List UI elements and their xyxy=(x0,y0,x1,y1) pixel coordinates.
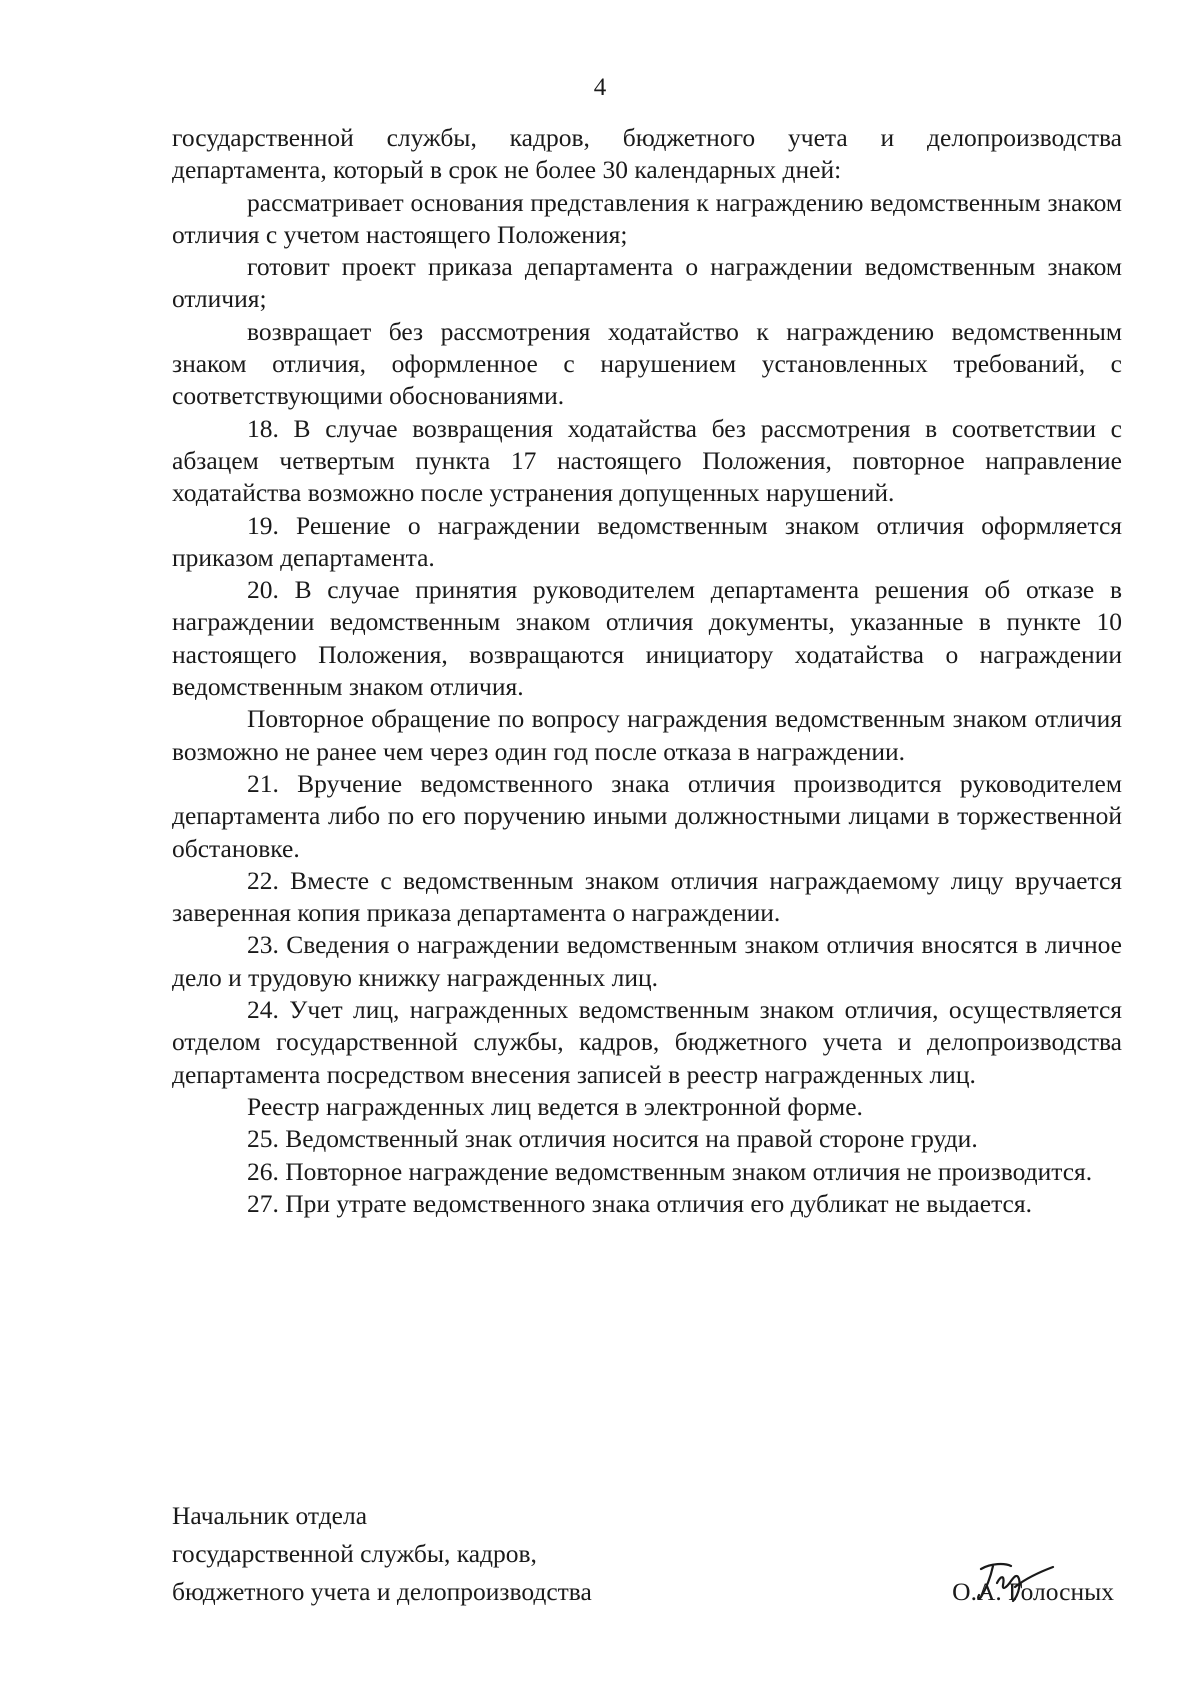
signature-block xyxy=(172,1497,1122,1611)
paragraph: 26. Повторное награждение ведомственным знаком отличия не производится. xyxy=(247,1156,1093,1186)
paragraph: 24. Учет лиц, награжденных ведомственным знаком отличия, осуществляется отделом государственной службы, кадров, бюджетного учета и делопроизводства департамента посредством внесения записей в реестр награжденных лиц. xyxy=(172,995,1122,1089)
paragraph: 22. Вместе с ведомственным знаком отличия награждаемому лицу вручается заверенная копия приказа департамента о награждении. xyxy=(172,865,1122,928)
page-number: 4 xyxy=(593,74,607,101)
paragraph: 18. В случае возвращения ходатайства без рассмотрения в соответствии с абзацем четвертым пункта 17 настоящего Положения, повторное направление ходатайства возможно после устранения допущенных нарушений. xyxy=(172,413,1122,508)
signer-name: О.А. Голосных xyxy=(952,1577,1114,1606)
paragraph: Реестр награжденных лиц ведется в электронной форме. xyxy=(247,1091,863,1121)
paragraph: Повторное обращение по вопросу награждения ведомственным знаком отличия возможно не ранее чем через один год после отказа в награждении. xyxy=(172,704,1122,766)
paragraph: 21. Вручение ведомственного знака отличия производится руководителем департамента либо по его поручению иными должностными лицами в торжественной обстановке. xyxy=(172,768,1122,863)
paragraph: 27. При утрате ведомственного знака отличия его дубликат не выдается. xyxy=(247,1188,1032,1218)
paragraph: государственной службы, кадров, бюджетного учета и делопроизводства департамента, который в срок не более 30 календарных дней: xyxy=(172,123,1122,185)
paragraph: рассматривает основания представления к награждению ведомственным знаком отличия с учетом настоящего Положения; xyxy=(172,187,1122,249)
paragraph: 20. В случае принятия руководителем департамента решения об отказе в награждении ведомственным знаком отличия документы, указанные в пункте 10 настоящего Положения, возвращаются инициатору ходатайства о награждении ведомственным знаком отличия. xyxy=(172,575,1122,702)
signer-title-line: Начальник отдела xyxy=(172,1501,368,1530)
paragraph: 23. Сведения о награждении ведомственным знаком отличия вносятся в личное дело и трудовую книжку награжденных лиц. xyxy=(172,930,1122,992)
paragraph: 19. Решение о награждении ведомственным знаком отличия оформляется приказом департамента. xyxy=(172,510,1122,572)
document-body xyxy=(172,122,1122,1220)
signer-title-line: бюджетного учета и делопроизводства xyxy=(172,1577,592,1606)
paragraph: возвращает без рассмотрения ходатайство к награждению ведомственным знаком отличия, оформленное с нарушением установленных требований, с соответствующими обоснованиями. xyxy=(172,316,1122,411)
signer-title-line: государственной службы, кадров, xyxy=(172,1539,537,1568)
paragraph: 25. Ведомственный знак отличия носится на правой стороне груди. xyxy=(247,1124,978,1154)
paragraph: готовит проект приказа департамента о награждении ведомственным знаком отличия; xyxy=(172,252,1122,314)
